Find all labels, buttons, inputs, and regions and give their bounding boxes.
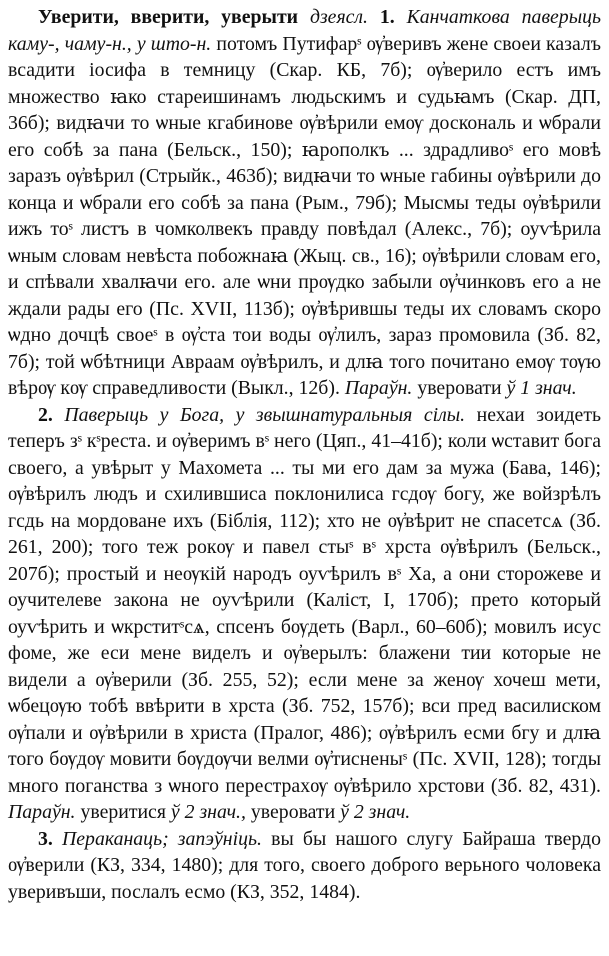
sense-1-citations: потомъ Путифарˢ ѹ҆веривъ жене своеи казалъ всадити іосифа в темницу (Скар. КБ, 7б); ѹ҆верило естъ имъ множество ꙗко стареишинамъ людьскимъ и судьꙗмъ (Скар. ДП, 36б); видꙗчи то ѡные кгабинове ѹ҆вѣрили емѹ доскональ и ѡбрали его собѣ за пана (Бельск., 150); ꙗрополкъ ... здрадливоˢ его мовѣ заразъ ѹ҆вѣрил (Стрыйк., 463б); видꙗчи то ѡные габины ѹ҆вѣрили до конца и ѡбрали его собѣ за пана (Рым., 79б); Мысмы теды ѹ҆вѣрили ижъ тоˢ листъ в чомколвекъ правду повѣдал (Алекс., 7б); оуѵѣрила ѡным словам невѣста побожнаꙗ (Жыц. св., 16); ѹ҆вѣрили словам его, и спѣвали хвалꙗчи его. але ѡни прѹдко забыли ѹ҆чинковъ его а не ждали рады его (Пс. XVII, 113б); ѹ҆вѣрившы теды их словамъ скоро ѡдно дочцѣ своеˢ в ѹ҆ста тои воды ѹ҆лилъ, зараз промовила (Зб. 82, 7б); той ѡбѣтници Авраам ѹ҆вѣрилъ, и длꙗ того почитано емѹ тѹю вѣрѹ кѹ справедливости (Выкл., 12б).	[8, 32, 601, 399]
grammar-label: дзеясл.	[309, 6, 369, 28]
entry-sense-2	[8, 402, 601, 826]
entry-sense-3	[8, 826, 601, 906]
sense-2-cross-label: Параўн.	[8, 801, 76, 823]
sense-1-gloss: Канчаткова паверыць каму-, чаму-н., у што-н.	[8, 6, 601, 55]
sense-3-gloss: Пераканаць; запэўніць.	[61, 827, 262, 850]
sense-1-number: 1.	[379, 6, 395, 28]
sense-3-citations: вы бы нашого слугу Байраша твердо ѹ҆верили (КЗ, 334, 1480); для того, своего доброго верьного чоловека уверивъши, послалъ есмо (КЗ, 352, 1484).	[8, 827, 601, 903]
sense-1-cross-ref: уверовати	[417, 377, 502, 399]
sense-2-cross-ref-2: уверовати	[250, 801, 336, 823]
sense-2-cross-ref-1: уверитися	[80, 801, 166, 823]
sense-2-gloss: Паверыць у Бога, у звышнатуральныя сілы.	[64, 403, 466, 426]
sense-2-cross-tail-1: ў 2 знач.,	[170, 801, 246, 823]
sense-2-citations: нехаи зоидеть теперъ зˢ кˢреста. и ѹ҆веримъ вˢ него (Цяп., 41–41б); коли ѡставит бога своего, а увѣрыт у Махомета ... ты ми его дам за мужа (Бава, 146); ѹ҆вѣрилъ людъ и схилившиса поклонилиса гсдѹ богу, же войзрѣлъ гсдь на мордоване ихъ (Біблія, 112); хто не ѹ҆вѣрит не спасетсѧ (Зб. 261, 200); того теж рокѹ и павел стыˢ вˢ хрста ѹ҆вѣрилъ (Бельск., 207б); простый и неѹкій народъ оуѵѣрилъ вˢ Ха, а они сторожеве и оучителеве закона не оуѵѣрили (Каліст, I, 170б); прето который оуѵѣрить и ѡкрститˢсѧ, спсенъ бѹдеть (Варл., 60–60б); мовилъ исус фоме, же еси мене виделъ и ѹ҆верылъ: блажени тии которые не видели а ѹ҆верили (Зб. 255, 52); если мене за женѹ хочеш мети, ѡбецѹю тобѣ ввѣрити в хрста (Зб. 752, 157б); вси пред василиском ѹ҆пали и ѹ҆вѣрили в христа (Пралог, 486); ѹ҆вѣрилъ есми бгу и длꙗ того бѹдѹ мовити бѹдѹчи велми ѹ҆тисненыˢ (Пс. XVII, 128); тогды много поганства з ѡного перестрахѹ ѹ҆вѣрило хрстови (Зб. 82, 431).	[8, 403, 601, 797]
sense-2-number: 2.	[38, 403, 53, 426]
sense-3-number: 3.	[38, 827, 53, 850]
entry-sense-1	[8, 4, 601, 402]
sense-2-cross-tail-2: ў 2 знач.	[340, 801, 411, 823]
sense-1-cross-label: Параўн.	[344, 377, 413, 399]
headword: Уверити, вверити, уверыти	[38, 6, 299, 28]
sense-1-cross-tail: ў 1 знач.	[506, 377, 577, 399]
